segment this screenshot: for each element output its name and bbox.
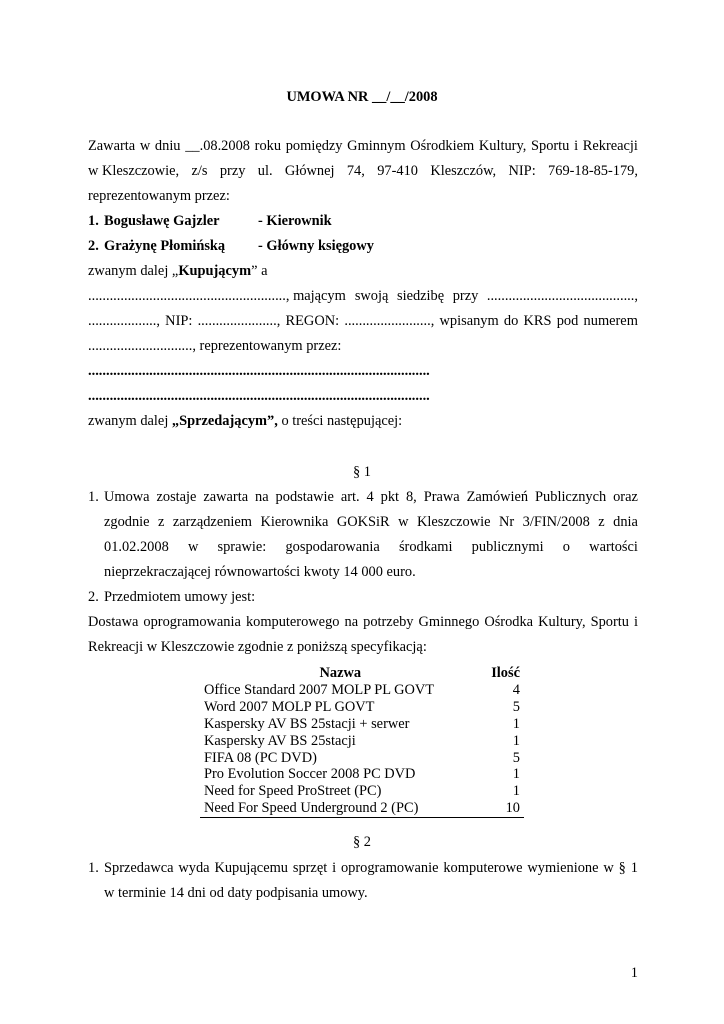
section-1-item-2-number: 2.	[88, 589, 99, 605]
section-1-heading: § 1	[353, 464, 371, 480]
word: wyda	[178, 860, 210, 876]
buyer-term: Kupującym	[178, 263, 252, 279]
word: komputerowego	[245, 614, 340, 630]
word: 1	[630, 860, 638, 876]
seller-term: „Sprzedającym”,	[171, 413, 278, 429]
word: zgodnie	[104, 514, 150, 530]
rep-2-name: Grażynę Płomińską	[104, 238, 226, 254]
word: Ośrodkiem	[410, 138, 475, 154]
word: sprzęt	[292, 860, 328, 876]
rep-1-number: 1.	[88, 213, 99, 229]
section-2-heading: § 2	[353, 834, 371, 850]
word: ...................,	[88, 313, 160, 329]
word: komputerowe	[443, 860, 523, 876]
word: publicznymi	[471, 539, 544, 555]
section-2-item-1-number: 1.	[88, 860, 99, 876]
word: Kleszczowie	[416, 514, 491, 530]
word: i	[574, 138, 579, 154]
seller-line-3: ............................., reprezentowanym przez:	[88, 338, 342, 354]
word: Gminnym	[347, 138, 406, 154]
word: zostaje	[156, 489, 197, 505]
seller-line-1	[88, 289, 638, 303]
column-header-name: Nazwa	[319, 665, 362, 681]
buyer-line	[88, 264, 267, 278]
word: przy	[452, 288, 479, 304]
word: Sportu	[590, 614, 629, 630]
word: Głównej	[284, 163, 335, 179]
section-1-item-2-text: Przedmiotem umowy jest:	[104, 589, 256, 605]
word: Sportu	[531, 138, 570, 154]
rep-1-name: Bogusławę Gajzler	[104, 213, 220, 229]
seller-line-2	[88, 314, 638, 328]
seller-final-suffix: o treści następującej:	[277, 413, 403, 429]
rep-2-number: 2.	[88, 238, 99, 254]
seller-dots-2: ...............................................................................................	[88, 388, 430, 404]
word: numerem	[583, 313, 638, 329]
word: 74,	[346, 163, 365, 179]
word: ......................,	[197, 313, 281, 329]
quantity-cell: 1	[512, 732, 520, 749]
section-1-item-1-line-2	[104, 515, 638, 529]
word: __.08.2008	[185, 138, 250, 154]
word: z	[598, 514, 605, 530]
word: do	[503, 313, 519, 329]
table-row	[200, 733, 524, 750]
word: Kultury,	[538, 614, 586, 630]
word: w Kleszczowie,	[88, 163, 180, 179]
word: z	[158, 514, 165, 530]
seller-final-line	[88, 414, 402, 428]
quantity-cell: 5	[512, 749, 520, 766]
section-1-item-1-line-3	[104, 540, 638, 554]
word: dniu	[154, 138, 181, 154]
word: ........................,	[344, 313, 435, 329]
word: podstawie	[275, 489, 334, 505]
table-row	[200, 716, 524, 733]
word: REGON:	[285, 313, 340, 329]
word: 769-18-85-179,	[548, 163, 638, 179]
buyer-suffix: ” a	[251, 263, 268, 279]
word: Rekreacji	[582, 138, 638, 154]
word: przy	[219, 163, 246, 179]
intro-line-1	[88, 139, 638, 153]
word: Kierownika	[260, 514, 329, 530]
column-header-quantity: Ilość	[491, 665, 520, 681]
word: Kupującemu	[214, 860, 288, 876]
word: i	[332, 860, 337, 876]
product-name-cell: Kaspersky AV BS 25stacji + serwer	[204, 715, 410, 732]
word: 97-410	[377, 163, 418, 179]
quantity-cell: 4	[512, 681, 520, 698]
seller-line-1-rest	[355, 289, 638, 303]
delivery-line-2: Rekreacji w Kleszczowie zgodnie z poniższą specyfikacją:	[88, 639, 427, 655]
word: GOKSiR	[336, 514, 390, 530]
word: Kleszczów,	[430, 163, 497, 179]
word: na	[344, 614, 359, 630]
table-header-row	[200, 665, 524, 682]
word: roku	[254, 138, 282, 154]
table-row	[200, 766, 524, 783]
word: ul.	[257, 163, 273, 179]
word: w	[187, 539, 199, 555]
word: Sprzedawca	[104, 860, 174, 876]
product-name-cell: Need for Speed ProStreet (PC)	[204, 783, 382, 800]
word: wymienione	[527, 860, 599, 876]
section-2-item-1-line-2: w terminie 14 dni od daty podpisania umowy.	[104, 885, 368, 901]
word: Ośrodka	[484, 614, 534, 630]
word: zarządzeniem	[172, 514, 252, 530]
rep-2-role: - Główny księgowy	[258, 238, 374, 254]
buyer-prefix: zwanym dalej „	[88, 263, 179, 279]
word: o	[562, 539, 570, 555]
word: potrzeby	[363, 614, 414, 630]
section-1-item-1-line-4: nieprzekraczającej równowartości kwoty 14 000 euro.	[104, 564, 416, 580]
word: z/s	[191, 163, 208, 179]
table-body	[200, 682, 524, 818]
product-name-cell: FIFA 08 (PC DVD)	[204, 749, 317, 766]
word: Kultury,	[478, 138, 527, 154]
word: KRS	[523, 313, 552, 329]
product-name-cell: Kaspersky AV BS 25stacji	[204, 732, 356, 749]
product-name-cell: Office Standard 2007 MOLP PL GOVT	[204, 681, 435, 698]
word: siedzibę	[396, 288, 445, 304]
product-name-cell: Need For Speed Underground 2 (PC)	[200, 800, 481, 817]
table-row	[200, 699, 524, 716]
word: w	[139, 138, 151, 154]
page-number: 1	[630, 965, 638, 981]
rep-1-role: - Kierownik	[258, 213, 332, 229]
product-name-cell: Pro Evolution Soccer 2008 PC DVD	[204, 766, 416, 783]
word: Umowa	[104, 489, 150, 505]
table-row	[200, 750, 524, 767]
table-row	[200, 682, 524, 699]
word: 3/FIN/2008	[522, 514, 590, 530]
word: §	[618, 860, 626, 876]
seller-line-1-start: ......................................................., mającym	[88, 288, 346, 304]
word: 4	[366, 489, 374, 505]
word: oprogramowania	[143, 614, 241, 630]
section-1-item-1-number: 1.	[88, 489, 99, 505]
word: środkami	[398, 539, 453, 555]
word: Prawa	[423, 489, 460, 505]
section-2-item-1-line-1	[104, 861, 638, 875]
word: pomiędzy	[285, 138, 343, 154]
word: sprawie:	[217, 539, 267, 555]
quantity-cell: 1	[512, 715, 520, 732]
word: 8,	[405, 489, 417, 505]
word: Zawarta	[88, 138, 136, 154]
section-1-item-1-line-1	[104, 490, 638, 504]
word: zawarta	[203, 489, 249, 505]
word: dnia	[613, 514, 638, 530]
table-row	[200, 800, 524, 817]
product-name-cell: Word 2007 MOLP PL GOVT	[204, 698, 375, 715]
word: Nr	[498, 514, 515, 530]
quantity-cell: 10	[481, 800, 524, 817]
word: pod	[556, 313, 579, 329]
word: 01.02.2008	[104, 539, 169, 555]
quantity-cell: 5	[512, 698, 520, 715]
word: oraz	[613, 489, 638, 505]
specification-table	[200, 665, 524, 818]
representative-2	[88, 238, 374, 254]
quantity-cell: 1	[512, 766, 520, 783]
word: w	[603, 860, 614, 876]
word: na	[255, 489, 269, 505]
seller-final-prefix: zwanym dalej	[88, 413, 172, 429]
word: Dostawa	[88, 614, 139, 630]
delivery-line-1	[88, 615, 638, 629]
word: NIP:	[165, 313, 193, 329]
word: Gminnego	[418, 614, 480, 630]
word: art.	[340, 489, 360, 505]
intro-line-2	[88, 164, 638, 178]
word: gospodarowania	[285, 539, 380, 555]
word: swoją	[354, 288, 389, 304]
seller-dots-1: ...............................................................................................	[88, 363, 430, 379]
word: i	[634, 614, 638, 630]
quantity-cell: 1	[512, 783, 520, 800]
word: wartości	[589, 539, 638, 555]
table-row	[200, 783, 524, 800]
word: pkt	[380, 489, 400, 505]
intro-line-3: reprezentowanym przez:	[88, 188, 230, 204]
contract-title: UMOWA NR __/__/2008	[286, 89, 438, 105]
word: Publicznych	[535, 489, 607, 505]
word: NIP:	[508, 163, 536, 179]
word: oprogramowanie	[340, 860, 439, 876]
word: Zamówień	[466, 489, 529, 505]
representative-1	[88, 213, 332, 229]
word: .........................................,	[486, 288, 638, 304]
word: w	[398, 514, 409, 530]
word: wpisanym	[439, 313, 499, 329]
